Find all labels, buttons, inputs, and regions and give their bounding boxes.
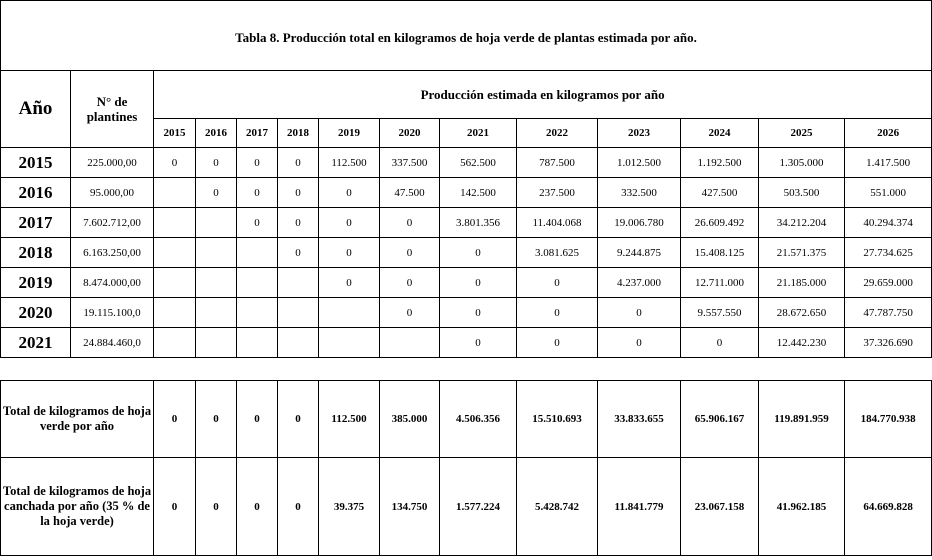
row-value: 0 xyxy=(517,328,598,358)
row-value: 0 xyxy=(380,238,440,268)
total-row xyxy=(1,381,932,458)
row-value: 47.500 xyxy=(380,178,440,208)
row-value: 40.294.374 xyxy=(845,208,932,238)
table-row xyxy=(1,328,932,358)
row-value: 0 xyxy=(237,208,278,238)
row-value: 503.500 xyxy=(759,178,845,208)
total-value: 0 xyxy=(196,458,237,556)
row-value xyxy=(237,328,278,358)
row-value xyxy=(196,328,237,358)
row-value: 0 xyxy=(319,178,380,208)
row-value: 0 xyxy=(319,208,380,238)
total-value: 119.891.959 xyxy=(759,381,845,458)
total-value: 33.833.655 xyxy=(598,381,681,458)
row-value: 0 xyxy=(237,178,278,208)
row-value: 142.500 xyxy=(440,178,517,208)
year-header: 2017 xyxy=(237,119,278,148)
row-value: 0 xyxy=(440,238,517,268)
row-year: 2019 xyxy=(1,268,71,298)
row-value xyxy=(154,328,196,358)
table-row xyxy=(1,208,932,238)
total-value: 23.067.158 xyxy=(681,458,759,556)
row-value xyxy=(196,268,237,298)
total-row xyxy=(1,458,932,556)
row-value: 337.500 xyxy=(380,148,440,178)
total-value: 134.750 xyxy=(380,458,440,556)
row-value: 0 xyxy=(278,208,319,238)
row-value: 0 xyxy=(380,208,440,238)
total-value: 184.770.938 xyxy=(845,381,932,458)
row-value: 21.185.000 xyxy=(759,268,845,298)
total-value: 0 xyxy=(196,381,237,458)
total-value: 11.841.779 xyxy=(598,458,681,556)
table-row xyxy=(1,148,932,178)
row-value xyxy=(319,328,380,358)
table-row xyxy=(1,238,932,268)
row-value: 4.237.000 xyxy=(598,268,681,298)
total-value: 1.577.224 xyxy=(440,458,517,556)
row-value xyxy=(237,268,278,298)
total-value: 5.428.742 xyxy=(517,458,598,556)
header-produccion: Producción estimada en kilogramos por año xyxy=(154,71,932,119)
row-value: 0 xyxy=(380,298,440,328)
row-value: 0 xyxy=(319,268,380,298)
year-header: 2019 xyxy=(319,119,380,148)
row-value: 1.305.000 xyxy=(759,148,845,178)
row-value: 15.408.125 xyxy=(681,238,759,268)
row-value: 0 xyxy=(278,178,319,208)
row-value: 47.787.750 xyxy=(845,298,932,328)
row-value xyxy=(278,328,319,358)
table-title: Tabla 8. Producción total en kilogramos de hoja verde de plantas estimada por año. xyxy=(235,30,697,45)
row-value: 12.442.230 xyxy=(759,328,845,358)
production-table xyxy=(0,70,932,556)
row-value xyxy=(154,238,196,268)
row-value: 1.417.500 xyxy=(845,148,932,178)
total-value: 64.669.828 xyxy=(845,458,932,556)
row-plantines: 8.474.000,00 xyxy=(71,268,154,298)
row-value: 1.012.500 xyxy=(598,148,681,178)
total-value: 4.506.356 xyxy=(440,381,517,458)
row-value: 562.500 xyxy=(440,148,517,178)
year-header: 2024 xyxy=(681,119,759,148)
row-value: 9.557.550 xyxy=(681,298,759,328)
row-value xyxy=(380,328,440,358)
total-value: 0 xyxy=(237,381,278,458)
row-value: 0 xyxy=(681,328,759,358)
row-value: 0 xyxy=(517,268,598,298)
row-value xyxy=(196,298,237,328)
row-value: 0 xyxy=(154,148,196,178)
row-value: 27.734.625 xyxy=(845,238,932,268)
table-row xyxy=(1,298,932,328)
row-value xyxy=(278,298,319,328)
row-value xyxy=(154,208,196,238)
year-header: 2018 xyxy=(278,119,319,148)
row-value: 3.081.625 xyxy=(517,238,598,268)
row-value xyxy=(278,268,319,298)
row-value: 29.659.000 xyxy=(845,268,932,298)
total-label: Total de kilogramos de hoja verde por año xyxy=(1,381,154,458)
row-plantines: 19.115.100,0 xyxy=(71,298,154,328)
row-value: 0 xyxy=(196,178,237,208)
year-header: 2026 xyxy=(845,119,932,148)
year-header: 2021 xyxy=(440,119,517,148)
row-value: 0 xyxy=(517,298,598,328)
row-plantines: 7.602.712,00 xyxy=(71,208,154,238)
row-value: 551.000 xyxy=(845,178,932,208)
row-value: 112.500 xyxy=(319,148,380,178)
total-value: 15.510.693 xyxy=(517,381,598,458)
row-value: 26.609.492 xyxy=(681,208,759,238)
row-value xyxy=(154,298,196,328)
row-year: 2015 xyxy=(1,148,71,178)
total-value: 65.906.167 xyxy=(681,381,759,458)
row-value: 11.404.068 xyxy=(517,208,598,238)
total-value: 0 xyxy=(154,458,196,556)
total-value: 0 xyxy=(154,381,196,458)
row-value: 0 xyxy=(440,328,517,358)
row-value: 12.711.000 xyxy=(681,268,759,298)
row-value: 0 xyxy=(380,268,440,298)
row-value xyxy=(237,238,278,268)
table-row xyxy=(1,268,932,298)
row-value: 34.212.204 xyxy=(759,208,845,238)
year-header: 2020 xyxy=(380,119,440,148)
total-value: 0 xyxy=(237,458,278,556)
row-year: 2020 xyxy=(1,298,71,328)
row-value: 19.006.780 xyxy=(598,208,681,238)
row-value: 28.672.650 xyxy=(759,298,845,328)
row-value: 332.500 xyxy=(598,178,681,208)
total-value: 39.375 xyxy=(319,458,380,556)
row-value: 427.500 xyxy=(681,178,759,208)
row-year: 2016 xyxy=(1,178,71,208)
row-value xyxy=(196,208,237,238)
row-plantines: 6.163.250,00 xyxy=(71,238,154,268)
row-value: 3.801.356 xyxy=(440,208,517,238)
row-value: 21.571.375 xyxy=(759,238,845,268)
row-value: 0 xyxy=(237,148,278,178)
spacer-row xyxy=(1,358,932,381)
year-header: 2016 xyxy=(196,119,237,148)
row-plantines: 24.884.460,0 xyxy=(71,328,154,358)
row-value: 0 xyxy=(440,268,517,298)
header-ano: Año xyxy=(1,71,71,148)
total-value: 41.962.185 xyxy=(759,458,845,556)
row-plantines: 95.000,00 xyxy=(71,178,154,208)
year-header: 2022 xyxy=(517,119,598,148)
row-value: 1.192.500 xyxy=(681,148,759,178)
row-value: 237.500 xyxy=(517,178,598,208)
total-value: 385.000 xyxy=(380,381,440,458)
header-plantines: N° de plantines xyxy=(71,71,154,148)
row-value xyxy=(154,178,196,208)
row-value: 0 xyxy=(598,298,681,328)
total-value: 112.500 xyxy=(319,381,380,458)
row-plantines: 225.000,00 xyxy=(71,148,154,178)
total-label: Total de kilogramos de hoja canchada por año (35 % de la hoja verde) xyxy=(1,458,154,556)
row-value xyxy=(237,298,278,328)
total-value: 0 xyxy=(278,381,319,458)
row-value: 787.500 xyxy=(517,148,598,178)
row-value: 0 xyxy=(598,328,681,358)
row-year: 2017 xyxy=(1,208,71,238)
row-value: 0 xyxy=(196,148,237,178)
year-header: 2015 xyxy=(154,119,196,148)
row-year: 2018 xyxy=(1,238,71,268)
row-value xyxy=(196,238,237,268)
row-value xyxy=(154,268,196,298)
row-value: 9.244.875 xyxy=(598,238,681,268)
row-value: 0 xyxy=(278,148,319,178)
row-value xyxy=(319,298,380,328)
table-row xyxy=(1,178,932,208)
row-year: 2021 xyxy=(1,328,71,358)
row-value: 0 xyxy=(440,298,517,328)
row-value: 37.326.690 xyxy=(845,328,932,358)
total-value: 0 xyxy=(278,458,319,556)
row-value: 0 xyxy=(278,238,319,268)
year-header: 2025 xyxy=(759,119,845,148)
row-value: 0 xyxy=(319,238,380,268)
year-header: 2023 xyxy=(598,119,681,148)
